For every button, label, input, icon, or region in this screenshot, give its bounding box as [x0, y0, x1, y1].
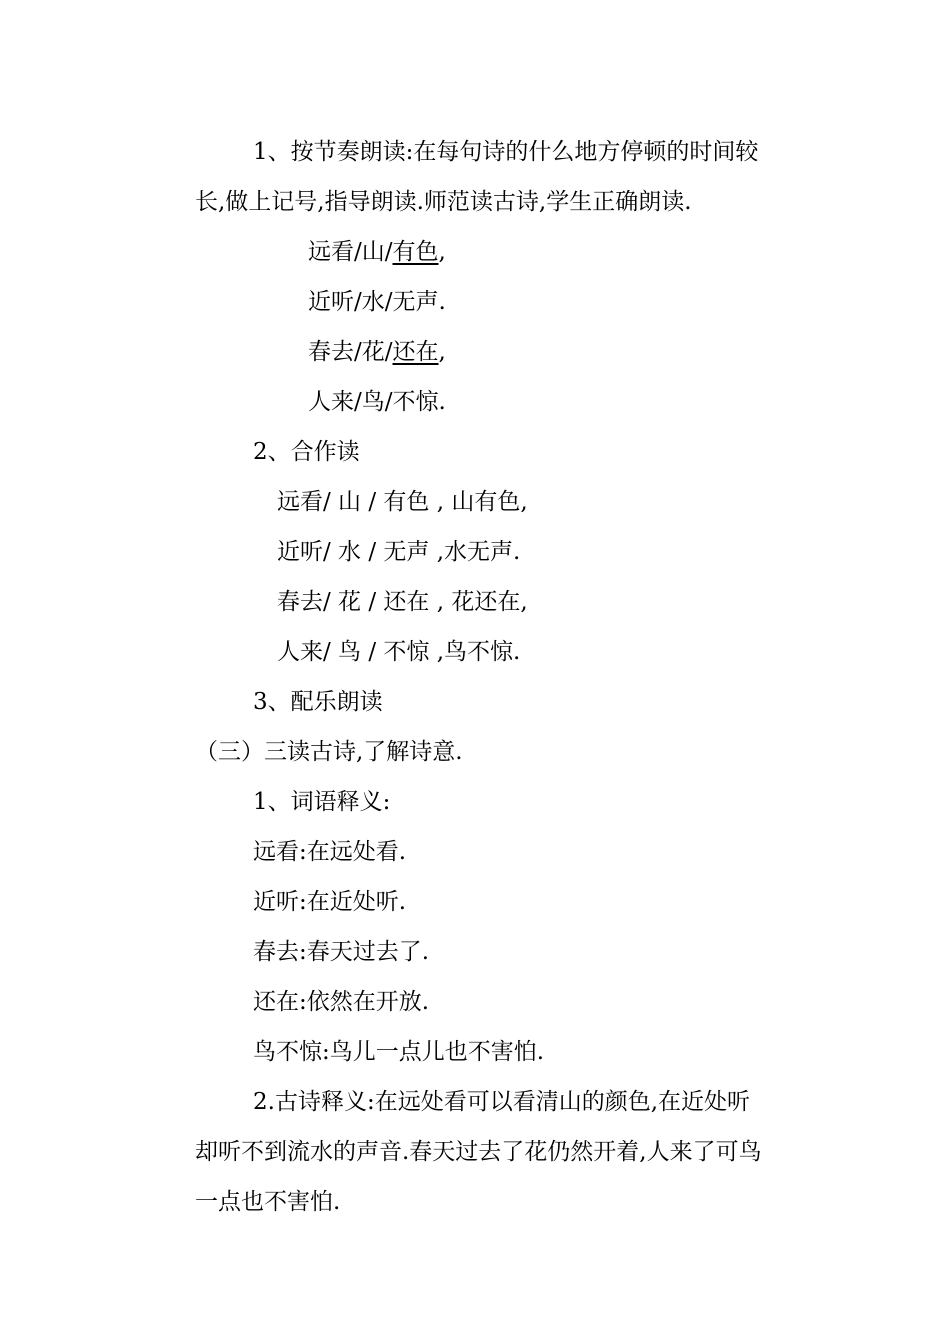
rhythm-poem-line-3: 春去/花/还在, — [308, 339, 446, 365]
rhythm-poem-line-2: 近听/水/无声. — [308, 289, 446, 315]
definition-2: 近听:在近处听. — [253, 889, 407, 915]
reading-item2: 2、合作读 — [253, 439, 360, 465]
reading-item3: 3、配乐朗读 — [253, 689, 383, 715]
reading-item1-line2: 长,做上记号,指导朗读.师范读古诗,学生正确朗读. — [195, 189, 692, 215]
definition-1: 远看:在远处看. — [253, 839, 407, 865]
definition-3: 春去:春天过去了. — [253, 939, 430, 965]
underlined-word: 还在 — [392, 339, 439, 365]
section-three-heading: （三）三读古诗,了解诗意. — [195, 739, 463, 765]
poem-meaning-line-3: 一点也不害怕. — [195, 1189, 341, 1215]
poem-meaning-line-1: 2.古诗释义:在远处看可以看清山的颜色,在近处听 — [253, 1089, 751, 1115]
rhythm-poem-line-1: 远看/山/有色, — [308, 239, 446, 265]
definition-4: 还在:依然在开放. — [253, 989, 430, 1015]
coop-line-1: 远看/ 山 / 有色 , 山有色, — [277, 489, 528, 515]
coop-line-2: 近听/ 水 / 无声 ,水无声. — [277, 539, 521, 565]
underlined-word: 有色 — [392, 239, 439, 265]
coop-line-3: 春去/ 花 / 还在 , 花还在, — [277, 589, 528, 615]
poem-meaning-line-2: 却听不到流水的声音.春天过去了花仍然开着,人来了可鸟 — [195, 1139, 762, 1165]
definition-5: 鸟不惊:鸟儿一点儿也不害怕. — [253, 1039, 545, 1065]
reading-item1-line1: 1、按节奏朗读:在每句诗的什么地方停顿的时间较 — [253, 139, 759, 165]
coop-line-4: 人来/ 鸟 / 不惊 ,鸟不惊. — [277, 639, 521, 665]
section-three-item1: 1、词语释义: — [253, 789, 391, 815]
rhythm-poem-line-4: 人来/鸟/不惊. — [308, 389, 446, 415]
